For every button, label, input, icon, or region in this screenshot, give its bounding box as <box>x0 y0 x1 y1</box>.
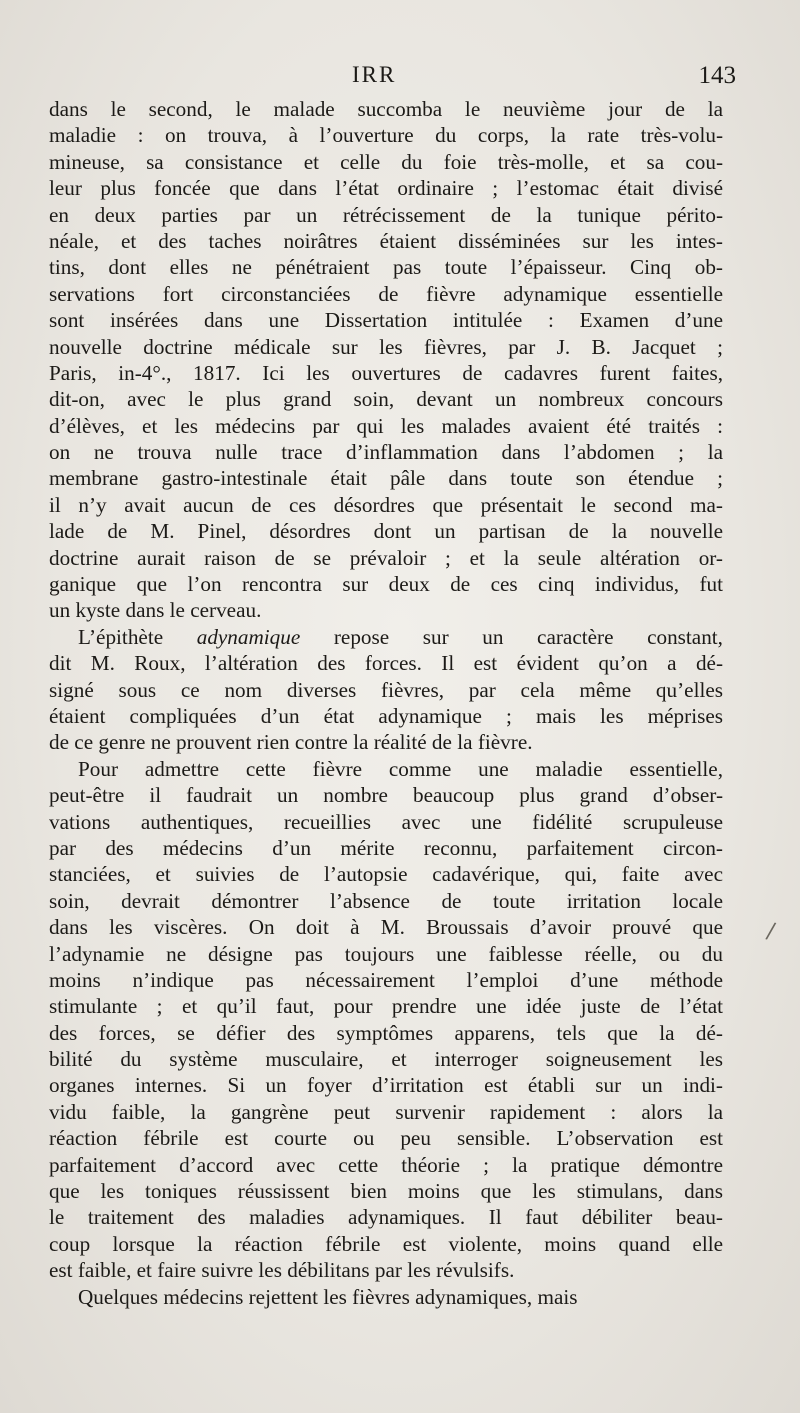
text-line: stimulante ; et qu’il faut, pour prendre une idée juste de l’état <box>49 994 723 1019</box>
text-line: Paris, in-4°., 1817. Ici les ouvertures de cadavres furent faites, <box>49 360 723 385</box>
text-line: d’élèves, et les médecins par qui les malades avaient été traités : <box>49 413 723 438</box>
text-line: membrane gastro-intestinale était pâle dans toute son étendue ; <box>49 466 723 491</box>
text-line: vidu faible, la gangrène peut survenir rapidement : alors la <box>49 1099 723 1124</box>
page-number: 143 <box>698 62 736 89</box>
text-line: il n’y avait aucun de ces désordres que présentait le second ma- <box>49 492 723 517</box>
text-line: est faible, et faire suivre les débilitans par les révulsifs. <box>49 1258 515 1283</box>
text-line: maladie : on trouva, à l’ouverture du corps, la rate très-volu- <box>49 123 723 148</box>
text-line: Pour admettre cette fièvre comme une maladie essentielle, <box>78 756 723 781</box>
text-line: dans le second, le malade succomba le neuvième jour de la <box>49 97 723 121</box>
text-line: que les toniques réussissent bien moins que les stimulans, dans <box>49 1179 723 1204</box>
text-line: nouvelle doctrine médicale sur les fièvres, par J. B. Jacquet ; <box>49 334 723 359</box>
text-line: sont insérées dans une Dissertation intitulée : Examen d’une <box>49 308 723 333</box>
text-line: Quelques médecins rejettent les fièvres adynamiques, mais <box>78 1284 578 1309</box>
italic-term: adynamique <box>196 624 301 649</box>
text-line: de ce genre ne prouvent rien contre la réalité de la fièvre. <box>49 730 533 755</box>
text-line: des forces, se défier des symptômes apparens, tels que la dé- <box>49 1020 723 1045</box>
text-line: soin, devrait démontrer l’absence de toute irritation locale <box>49 888 723 913</box>
text-line: dit-on, avec le plus grand soin, devant un nombreux concours <box>49 387 723 412</box>
text-line: étaient compliquées d’un état adynamique ; mais les méprises <box>49 703 723 728</box>
text-line: dans les viscères. On doit à M. Broussais d’avoir prouvé que <box>49 915 723 940</box>
text-line: réaction fébrile est courte ou peu sensible. L’observation est <box>49 1126 723 1151</box>
text-line: vations authentiques, recueillies avec une fidélité scrupuleuse <box>49 809 723 834</box>
paragraph <box>49 1284 723 1310</box>
text-line: le traitement des maladies adynamiques. Il faut débiliter beau- <box>49 1205 723 1230</box>
text-line: dit M. Roux, l’altération des forces. Il est évident qu’on a dé- <box>49 651 723 676</box>
text-line: coup lorsque la réaction fébrile est violente, moins quand elle <box>49 1231 723 1256</box>
text-line: doctrine aurait raison de se prévaloir ; et la seule altération or- <box>49 545 723 570</box>
text-line: en deux parties par un rétrécissement de la tunique périto- <box>49 202 723 227</box>
text-line: un kyste dans le cerveau. <box>49 598 262 623</box>
paragraph <box>49 624 723 756</box>
text-line: par des médecins d’un mérite reconnu, parfaitement circon- <box>49 835 723 860</box>
text-line: ganique que l’on rencontra sur deux de ces cinq individus, fut <box>49 572 723 597</box>
text-line: organes internes. Si un foyer d’irritation est établi sur un indi- <box>49 1073 723 1098</box>
text-line: leur plus foncée que dans l’état ordinaire ; l’estomac était divisé <box>49 176 723 201</box>
text-line: moins n’indique pas nécessairement l’emploi d’une méthode <box>49 967 723 992</box>
text-line: stanciées, et suivies de l’autopsie cadavérique, qui, faite avec <box>49 862 723 887</box>
text-line: néale, et des taches noirâtres étaient disséminées sur les intes- <box>49 228 723 253</box>
text-line: peut-être il faudrait un nombre beaucoup plus grand d’obser- <box>49 783 723 808</box>
running-head: IRR <box>352 62 397 87</box>
body-text <box>49 96 723 1310</box>
text-line: servations fort circonstanciées de fièvre adynamique essentielle <box>49 281 723 306</box>
paragraph <box>49 96 723 624</box>
text-line: lade de M. Pinel, désordres dont un partisan de la nouvelle <box>49 519 723 544</box>
text-line: bilité du système musculaire, et interroger soigneusement les <box>49 1047 723 1072</box>
text-line: tins, dont elles ne pénétraient pas toute l’épaisseur. Cinq ob- <box>49 255 723 280</box>
text-line: L’épithète adynamique repose sur un caractère constant, <box>78 624 723 649</box>
page-header <box>0 62 800 92</box>
text-line: on ne trouva nulle trace d’inflammation dans l’abdomen ; la <box>49 440 723 465</box>
text-line: signé sous ce nom diverses fièvres, par cela même qu’elles <box>49 677 723 702</box>
margin-pencil-mark: / <box>764 918 777 945</box>
text-line: mineuse, sa consistance et celle du foie très-molle, et sa cou- <box>49 149 723 174</box>
paragraph <box>49 756 723 1284</box>
text-line: l’adynamie ne désigne pas toujours une faiblesse réelle, ou du <box>49 941 723 966</box>
text-line: parfaitement d’accord avec cette théorie ; la pratique démontre <box>49 1152 723 1177</box>
